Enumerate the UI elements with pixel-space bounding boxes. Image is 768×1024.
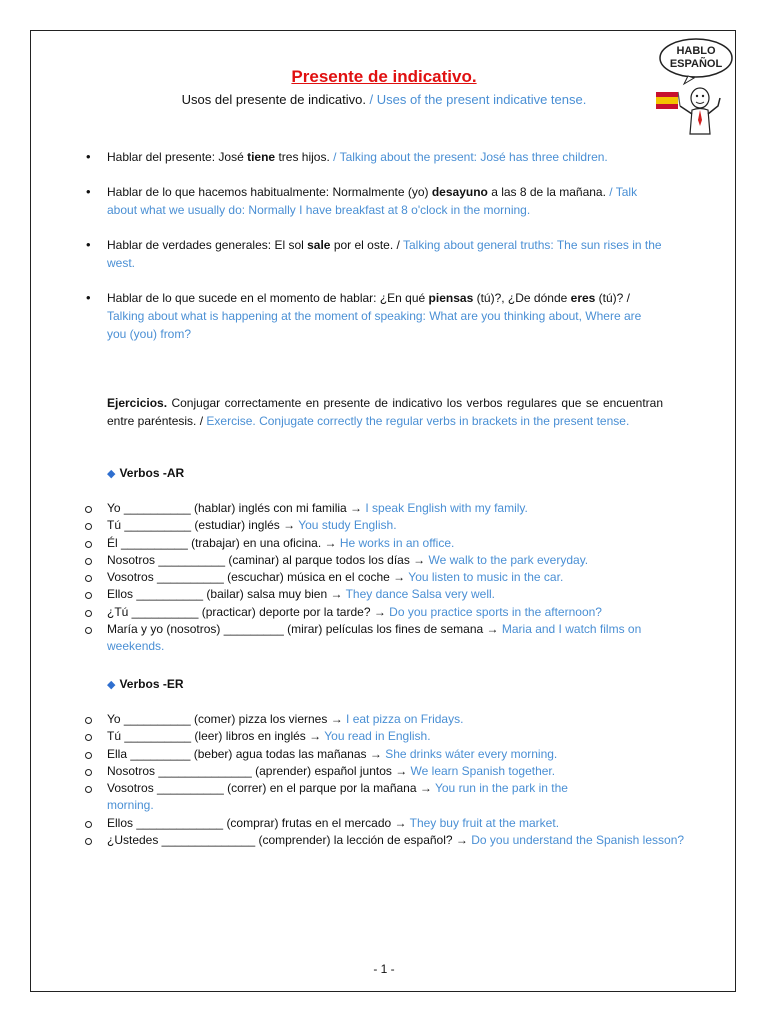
list-item: Yo __________ (hablar) inglés con mi familia → I speak English with my family. xyxy=(107,500,697,517)
list-item: • Hablar de lo que sucede en el momento de hablar: ¿En qué piensas (tú)?, ¿De dónde eres (tú)? / Talking about what is happening at the moment of speaking: What are you thinking about, Where are you (you) from? xyxy=(107,289,663,343)
subtitle-en: / Uses of the present indicative tense. xyxy=(365,92,587,107)
verbs-ar-list xyxy=(107,500,697,656)
list-item: Nosotros ______________ (aprender) español juntos → We learn Spanish together. xyxy=(107,763,697,780)
logo-line2: ESPAÑOL xyxy=(669,58,723,70)
diamond-icon: ◆ xyxy=(107,679,116,691)
list-item: Ella _________ (beber) agua todas las mañanas → She drinks wáter every morning. xyxy=(107,746,697,763)
verbs-er-list xyxy=(107,711,697,849)
list-item: Nosotros __________ (caminar) al parque todos los días → We walk to the park everyday. xyxy=(107,552,697,569)
list-item: Ellos __________ (bailar) salsa muy bien → They dance Salsa very well. xyxy=(107,586,697,603)
diamond-icon: ◆ xyxy=(107,468,116,480)
section-heading-ar: ◆ Verbos -AR xyxy=(107,466,185,480)
list-item: Yo __________ (comer) pizza los viernes → I eat pizza on Fridays. xyxy=(107,711,697,728)
list-item: • Hablar del presente: José tiene tres hijos. / Talking about the present: José has three children. xyxy=(107,148,663,166)
exercise-instructions: Ejercicios. Conjugar correctamente en presente de indicativo los verbos regulares que se encuentran entre paréntesis. / Exercise. Conjugate correctly the regular verbs in brackets in the present tense. xyxy=(107,396,663,428)
exercise-label: Ejercicios. xyxy=(107,396,168,410)
list-item: Vosotros __________ (escuchar) música en el coche → You listen to music in the car. xyxy=(107,569,697,586)
page-number: - 1 - xyxy=(373,962,395,976)
list-item: ¿Tú __________ (practicar) deporte por la tarde? → Do you practice sports in the afternoon? xyxy=(107,604,697,621)
list-item: ¿Ustedes ______________ (comprender) la lección de español? → Do you understand the Spanish lesson? xyxy=(107,832,697,849)
page-title: Presente de indicativo. xyxy=(291,67,477,86)
subtitle-es: Usos del presente de indicativo. xyxy=(181,92,366,107)
list-item: Vosotros __________ (correr) en el parque por la mañana → You run in the park in the morning. xyxy=(107,780,617,815)
section-heading-er: ◆ Verbos -ER xyxy=(107,677,184,691)
hablo-espanol-logo xyxy=(650,36,740,136)
uses-list xyxy=(107,148,663,343)
list-item: Él __________ (trabajar) en una oficina. → He works in an office. xyxy=(107,535,697,552)
list-item: Tú __________ (leer) libros en inglés → You read in English. xyxy=(107,728,697,745)
list-item: • Hablar de verdades generales: El sol sale por el oste. / Talking about general truths: The sun rises in the west. xyxy=(107,236,663,272)
list-item: • Hablar de lo que hacemos habitualmente: Normalmente (yo) desayuno a las 8 de la mañana. / Talk about what we usually do: Normally I have breakfast at 8 o'clock in the morning. xyxy=(107,183,663,219)
list-item: María y yo (nosotros) _________ (mirar) películas los fines de semana → Maria and I watch films on weekends. xyxy=(107,621,663,656)
list-item: Ellos _____________ (comprar) frutas en el mercado → They buy fruit at the market. xyxy=(107,815,697,832)
logo-line1: HABLO xyxy=(676,45,716,57)
list-item: Tú __________ (estudiar) inglés → You study English. xyxy=(107,517,697,534)
